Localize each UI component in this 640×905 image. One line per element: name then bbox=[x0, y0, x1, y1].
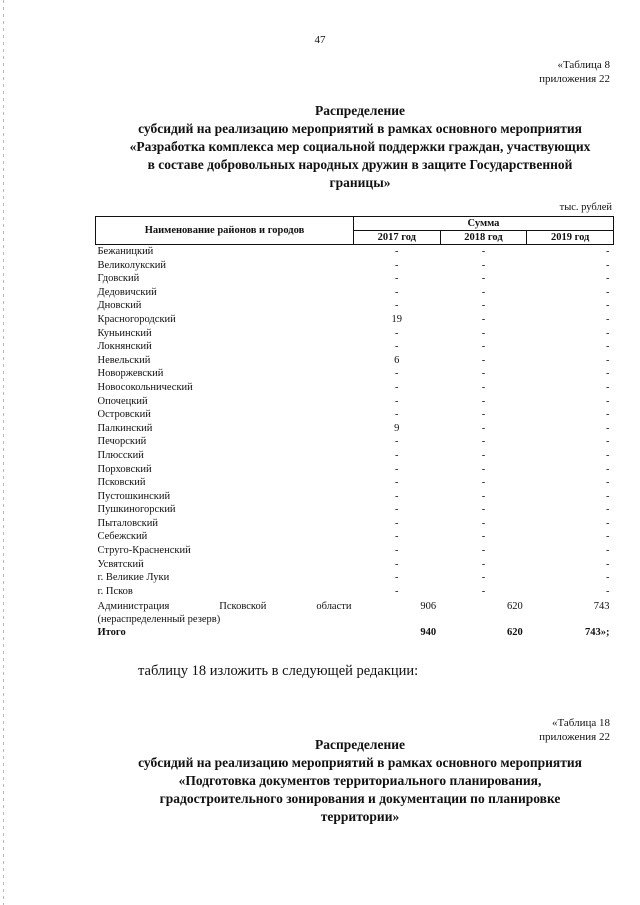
value-2018: - bbox=[481, 490, 486, 502]
value-2017: 6 bbox=[394, 354, 400, 366]
value-2018: - bbox=[481, 463, 486, 475]
district-name: Пушкиногорский bbox=[97, 504, 176, 516]
value-2019: - bbox=[606, 558, 610, 570]
district-name: Дедовичский bbox=[97, 286, 157, 298]
table-row bbox=[96, 449, 614, 463]
value-2019: - bbox=[606, 341, 610, 353]
table8-title-line1: Распределение bbox=[314, 103, 406, 118]
table18-title bbox=[90, 736, 630, 826]
value-2017: - bbox=[395, 259, 399, 271]
district-name: Бежаницкий bbox=[97, 246, 154, 257]
value-2019: - bbox=[606, 504, 610, 516]
value-2018: - bbox=[481, 545, 486, 557]
value-2018: - bbox=[481, 504, 486, 516]
table8-ref-line1: «Таблица 8 bbox=[557, 59, 610, 71]
header-year-2019: 2019 год bbox=[527, 231, 614, 245]
admin-line2: (нераспределенный резерв) bbox=[97, 614, 221, 626]
value-2019: - bbox=[606, 449, 610, 461]
scan-edge bbox=[3, 0, 4, 905]
value-2017: - bbox=[395, 504, 399, 516]
value-2018: - bbox=[481, 381, 486, 393]
district-name: г. Великие Луки bbox=[97, 572, 170, 584]
district-name: Гдовский bbox=[97, 273, 140, 285]
value-2018: - bbox=[481, 286, 486, 298]
value-2019: - bbox=[606, 477, 610, 489]
table-row bbox=[96, 517, 614, 531]
value-2019: - bbox=[606, 368, 610, 380]
table-row bbox=[96, 490, 614, 504]
value-2017: - bbox=[395, 368, 399, 380]
value-2018: - bbox=[481, 558, 486, 570]
table18-ref-line1: «Таблица 18 bbox=[551, 717, 610, 729]
value-2019: - bbox=[606, 531, 610, 543]
admin-word2: Псковской bbox=[219, 601, 267, 613]
table-row bbox=[96, 259, 614, 273]
value-2018: - bbox=[481, 259, 486, 271]
table-row bbox=[96, 313, 614, 327]
value-2019: - bbox=[606, 327, 610, 339]
table8-title-line5: границы» bbox=[329, 175, 391, 190]
value-2019: - bbox=[606, 422, 610, 434]
value-2019: - bbox=[606, 463, 610, 475]
value-2017: 9 bbox=[394, 422, 400, 434]
table8 bbox=[95, 216, 614, 640]
value-2019: - bbox=[606, 246, 610, 257]
table-row bbox=[96, 422, 614, 436]
district-name: Псковский bbox=[97, 477, 146, 489]
header-name: Наименование районов и городов bbox=[96, 217, 354, 245]
district-name: Новоржевский bbox=[97, 368, 164, 380]
admin-row bbox=[96, 598, 614, 626]
table-row bbox=[96, 245, 614, 259]
value-2019: - bbox=[606, 436, 610, 448]
value-2018: - bbox=[481, 477, 486, 489]
district-name: Новосокольнический bbox=[97, 381, 193, 393]
value-2019: - bbox=[606, 490, 610, 502]
table18-title-line1: Распределение bbox=[314, 737, 406, 752]
value-2018: - bbox=[481, 354, 486, 366]
table-row bbox=[96, 463, 614, 477]
table-row bbox=[96, 395, 614, 409]
admin-2019: 743 bbox=[593, 601, 610, 613]
value-2018: - bbox=[481, 273, 486, 285]
district-name: Невельский bbox=[97, 354, 151, 366]
value-2017: - bbox=[395, 273, 399, 285]
value-2017: - bbox=[395, 341, 399, 353]
value-2017: - bbox=[395, 572, 399, 584]
value-2017: - bbox=[395, 327, 399, 339]
district-name: Опочецкий bbox=[97, 395, 148, 407]
value-2017: - bbox=[395, 477, 399, 489]
table-row bbox=[96, 544, 614, 558]
table-row bbox=[96, 408, 614, 422]
district-name: Куньинский bbox=[97, 327, 152, 339]
district-name: Палкинский bbox=[97, 422, 153, 434]
table-row bbox=[96, 272, 614, 286]
value-2018: - bbox=[481, 341, 486, 353]
value-2017: - bbox=[395, 545, 399, 557]
value-2018: - bbox=[481, 368, 486, 380]
table-row bbox=[96, 381, 614, 395]
table-row bbox=[96, 340, 614, 354]
admin-2017: 906 bbox=[420, 601, 437, 613]
header-year-2018: 2018 год bbox=[440, 231, 527, 245]
table18-title-line2: субсидий на реализацию мероприятий в рамках основного мероприятия bbox=[138, 755, 582, 770]
value-2017: - bbox=[395, 517, 399, 529]
district-name: Локнянский bbox=[97, 341, 152, 353]
table18-ref-line2: приложения 22 bbox=[539, 731, 610, 743]
table-row bbox=[96, 299, 614, 313]
value-2019: - bbox=[606, 585, 610, 597]
value-2018: - bbox=[481, 572, 486, 584]
table8-title-line3: «Разработка комплекса мер социальной поддержки граждан, участвующих bbox=[129, 139, 591, 154]
table-row bbox=[96, 585, 614, 599]
value-2019: - bbox=[606, 313, 610, 325]
district-name: Великолукский bbox=[97, 259, 167, 271]
value-2019: - bbox=[606, 572, 610, 584]
table-row bbox=[96, 571, 614, 585]
value-2019: - bbox=[606, 300, 610, 312]
district-name: Пустошкинский bbox=[97, 490, 171, 502]
value-2018: - bbox=[481, 449, 486, 461]
table8-ref-line2: приложения 22 bbox=[539, 73, 610, 85]
value-2017: - bbox=[395, 381, 399, 393]
table8-title-line2: субсидий на реализацию мероприятий в рамках основного мероприятия bbox=[138, 121, 582, 136]
value-2017: - bbox=[395, 395, 399, 407]
total-row bbox=[96, 626, 614, 640]
district-name: Пыталовский bbox=[97, 517, 158, 529]
value-2019: - bbox=[606, 273, 610, 285]
value-2018: - bbox=[481, 531, 486, 543]
admin-word3: области bbox=[316, 601, 352, 613]
value-2019: - bbox=[606, 354, 610, 366]
table-row bbox=[96, 476, 614, 490]
table-row bbox=[96, 367, 614, 381]
value-2018: - bbox=[481, 327, 486, 339]
district-name: Усвятский bbox=[97, 558, 144, 570]
value-2018: - bbox=[481, 585, 486, 597]
value-2017: - bbox=[395, 463, 399, 475]
table-row bbox=[96, 286, 614, 300]
value-2019: - bbox=[606, 395, 610, 407]
district-name: Порховский bbox=[97, 463, 152, 475]
value-2019: - bbox=[606, 409, 610, 421]
district-name: Печорский bbox=[97, 436, 147, 448]
table18-title-line4: градостроительного зонирования и документации по планировке bbox=[159, 791, 561, 806]
value-2017: - bbox=[395, 409, 399, 421]
value-2017: - bbox=[395, 558, 399, 570]
page-number: 47 bbox=[314, 34, 326, 46]
value-2018: - bbox=[481, 395, 486, 407]
value-2017: - bbox=[395, 531, 399, 543]
table18-title-line5: территории» bbox=[320, 809, 400, 824]
table-row bbox=[96, 558, 614, 572]
table-row bbox=[96, 503, 614, 517]
value-2018: - bbox=[481, 409, 486, 421]
table8-body bbox=[96, 245, 614, 599]
district-name: г. Псков bbox=[97, 585, 133, 597]
district-name: Себежский bbox=[97, 531, 148, 543]
district-name: Дновский bbox=[97, 300, 142, 312]
total-2017: 940 bbox=[420, 627, 437, 639]
value-2017: - bbox=[395, 246, 399, 257]
body-text: таблицу 18 изложить в следующей редакции: bbox=[138, 663, 419, 679]
value-2018: - bbox=[481, 517, 486, 529]
value-2019: - bbox=[606, 545, 610, 557]
value-2018: - bbox=[481, 300, 486, 312]
value-2017: - bbox=[395, 286, 399, 298]
admin-word1: Администрация bbox=[97, 601, 170, 613]
admin-2018: 620 bbox=[507, 601, 523, 613]
value-2019: - bbox=[606, 286, 610, 298]
units-label: тыс. рублей bbox=[559, 202, 612, 213]
value-2017: - bbox=[395, 436, 399, 448]
district-name: Красногородский bbox=[97, 313, 176, 325]
table8-title-line4: в составе добровольных народных дружин в защите Государственной bbox=[147, 157, 573, 172]
total-name: Итого bbox=[97, 627, 126, 639]
value-2017: - bbox=[395, 585, 399, 597]
value-2018: - bbox=[481, 422, 486, 434]
value-2018: - bbox=[481, 436, 486, 448]
value-2019: - bbox=[606, 381, 610, 393]
admin-name bbox=[96, 598, 354, 626]
total-2018: 620 bbox=[507, 627, 523, 639]
value-2019: - bbox=[606, 517, 610, 529]
district-name: Островский bbox=[97, 409, 151, 421]
value-2017: 19 bbox=[391, 313, 403, 325]
district-name: Струго-Красненский bbox=[97, 545, 191, 557]
district-name: Плюсский bbox=[97, 449, 144, 461]
value-2017: - bbox=[395, 490, 399, 502]
table-row bbox=[96, 327, 614, 341]
table-row bbox=[96, 354, 614, 368]
table8-title bbox=[90, 102, 630, 192]
value-2019: - bbox=[606, 259, 610, 271]
table-row bbox=[96, 530, 614, 544]
value-2018: - bbox=[481, 246, 486, 257]
total-2019: 743»; bbox=[585, 627, 610, 639]
value-2017: - bbox=[395, 449, 399, 461]
value-2018: - bbox=[481, 313, 486, 325]
header-sum: Сумма bbox=[353, 217, 613, 231]
table-row bbox=[96, 435, 614, 449]
header-year-2017: 2017 год bbox=[353, 231, 440, 245]
table18-title-line3: «Подготовка документов территориального планирования, bbox=[178, 773, 542, 788]
table8-reference bbox=[539, 58, 610, 86]
value-2017: - bbox=[395, 300, 399, 312]
